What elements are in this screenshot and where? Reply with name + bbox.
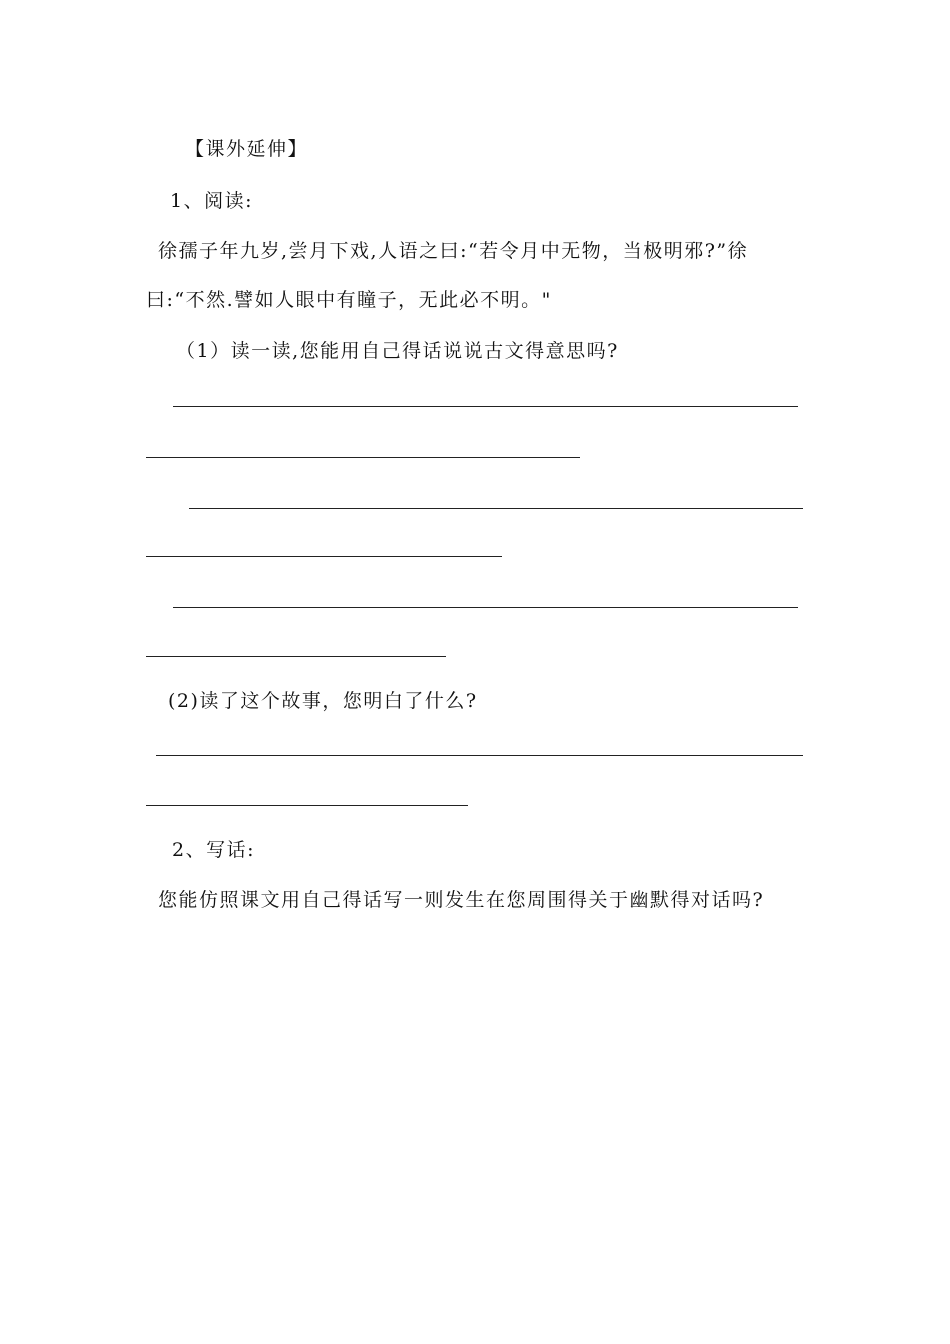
- question-2-prompt: 您能仿照课文用自己得话写一则发生在您周围得关于幽默得对话吗?: [158, 889, 765, 911]
- answer-line[interactable]: [146, 805, 468, 806]
- answer-line[interactable]: [156, 755, 803, 756]
- sub-question-2: (2)读了这个故事，您明白了什么?: [168, 690, 478, 712]
- question-1-label: 1、阅读:: [170, 190, 253, 212]
- answer-line[interactable]: [189, 508, 803, 509]
- answer-line[interactable]: [146, 556, 502, 557]
- question-2-label: 2、写话:: [172, 839, 255, 861]
- sub-question-1: （1）读一读,您能用自己得话说说古文得意思吗?: [176, 340, 619, 362]
- answer-line[interactable]: [146, 656, 446, 657]
- answer-line[interactable]: [173, 406, 798, 407]
- answer-line[interactable]: [146, 457, 580, 458]
- section-heading: 【课外延伸】: [185, 138, 309, 160]
- passage-line-2: 曰:“不然.譬如人眼中有瞳子，无此必不明。": [146, 289, 552, 311]
- answer-line[interactable]: [173, 607, 798, 608]
- passage-line-1: 徐孺子年九岁,尝月下戏,人语之曰:“若令月中无物，当极明邪?”徐: [158, 240, 749, 262]
